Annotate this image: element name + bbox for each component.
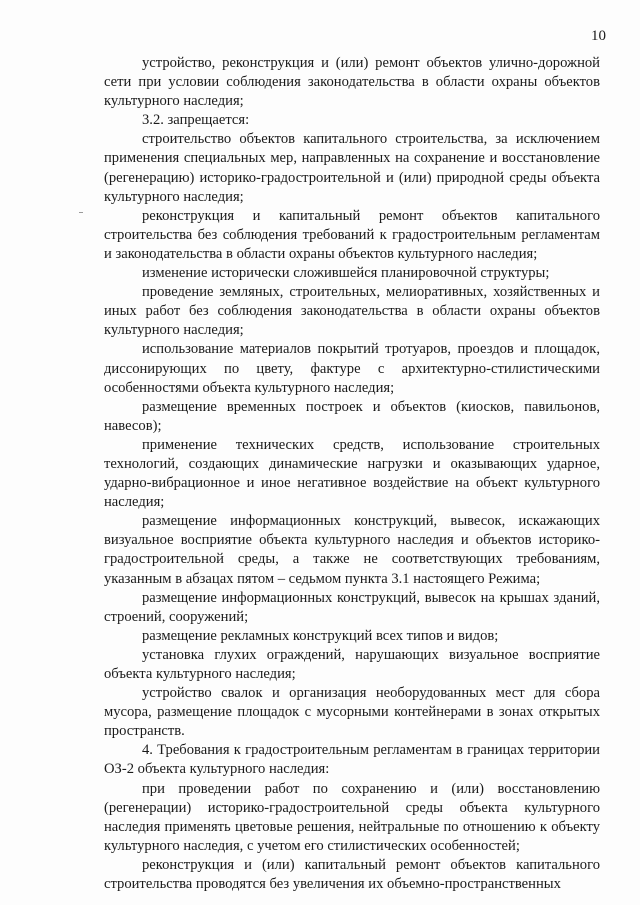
paragraph: установка глухих ограждений, нарушающих визуальное восприятие объекта культурного наследия; [104, 646, 600, 682]
paragraph: устройство, реконструкция и (или) ремонт объектов улично-дорожной сети при условии соблюдения законодательства в области охраны объектов культурного наследия; [104, 55, 600, 110]
margin-mark [79, 212, 83, 213]
paragraph: применение технических средств, использование строительных технологий, создающих динамические нагрузки и оказывающих ударное, ударно-вибрационное и иное негативное воздействие на объект культурного наследия; [104, 436, 600, 511]
paragraph: изменение исторически сложившейся планировочной структуры; [142, 265, 550, 282]
paragraph: строительство объектов капитального строительства, за исключением применения специальных мер, направленных на сохранение и восстановление (регенерацию) историко-градостроительной и (или) природной среды объекта культурного наследия; [104, 131, 600, 205]
document-body [104, 54, 600, 894]
paragraph: устройство свалок и организация необорудованных мест для сбора мусора, размещение площадок с мусорными контейнерами в зонах открытых пространств. [104, 685, 600, 740]
paragraph: использование материалов покрытий тротуаров, проездов и площадок, диссонирующих по цвету, фактуре с архитектурно-стилистическими особенностями объекта культурного наследия; [104, 341, 600, 396]
paragraph: реконструкция и капитальный ремонт объектов капитального строительства без соблюдения требований к градостроительным регламентам и законодательства в области охраны объектов культурного наследия; [104, 207, 600, 262]
paragraph: 3.2. запрещается: [142, 112, 250, 129]
paragraph: проведение земляных, строительных, мелиоративных, хозяйственных и иных работ без соблюдения законодательства в области охраны объектов культурного наследия; [104, 284, 600, 339]
page-number: 10 [591, 28, 606, 44]
paragraph: размещение информационных конструкций, вывесок на крышах зданий, строений, сооружений; [104, 589, 600, 625]
paragraph: размещение временных построек и объектов (киосков, павильонов, навесов); [104, 398, 600, 434]
paragraph: 4. Требования к градостроительным регламентам в границах территории ОЗ-2 объекта культурного наследия: [104, 742, 600, 778]
paragraph: реконструкция и (или) капитальный ремонт объектов капитального строительства проводятся без увеличения их объемно-пространственных [104, 856, 600, 893]
paragraph: размещение информационных конструкций, вывесок, искажающих визуальное восприятие объекта культурного наследия и объектов историко-градостроительной среды, а также не соответствующих требованиям, указанным в абзацах пятом – седьмом пункта 3.1 настоящего Режима; [104, 513, 600, 587]
paragraph: при проведении работ по сохранению и (или) восстановлению (регенерации) историко-градостроительной среды объекта культурного наследия применять цветовые решения, нейтральные по отношению к объекту культурного наследия, с учетом его стилистических особенностей; [104, 780, 600, 854]
paragraph: размещение рекламных конструкций всех типов и видов; [142, 627, 499, 644]
